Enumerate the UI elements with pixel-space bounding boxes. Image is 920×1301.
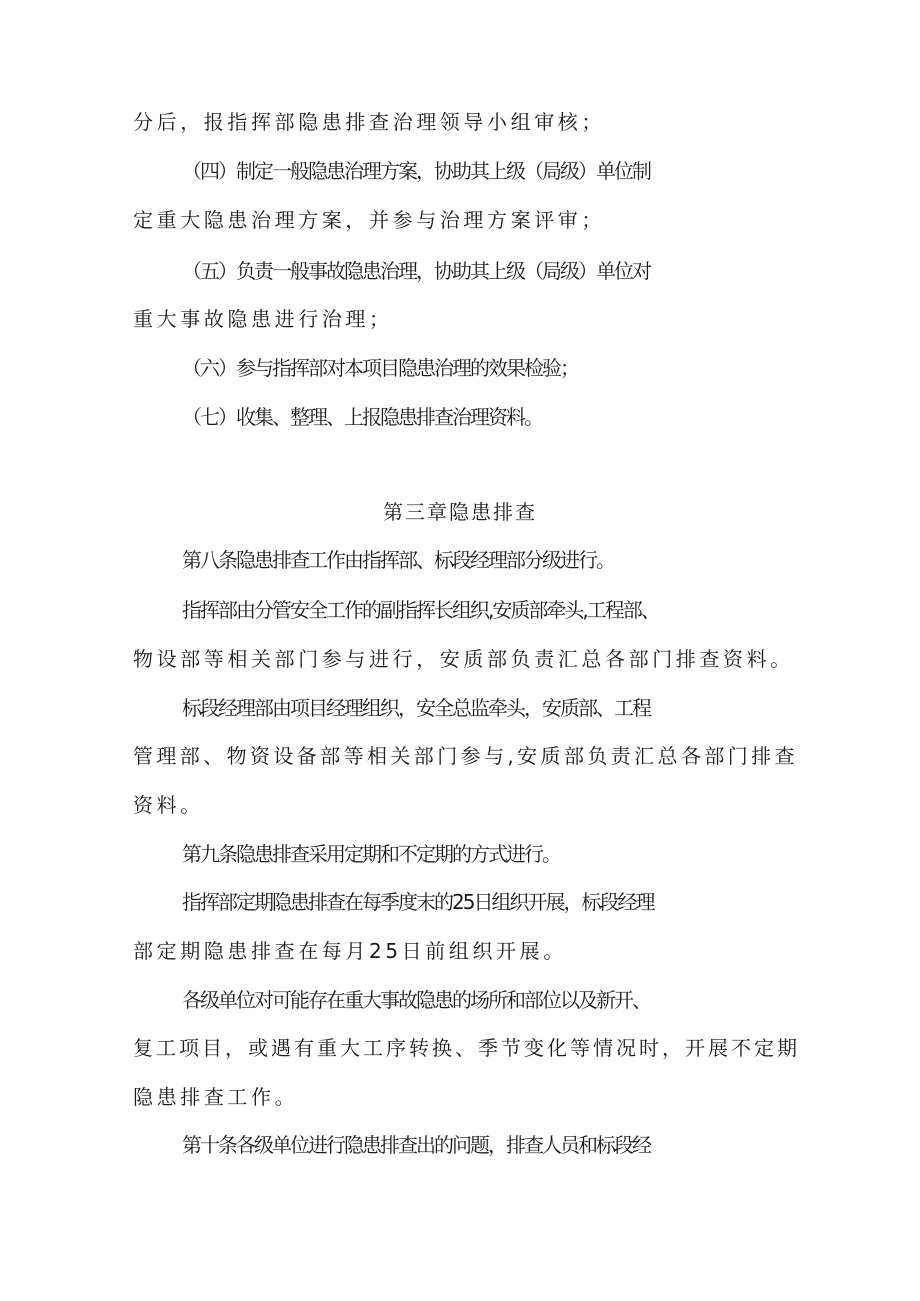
text-line: 分后，报指挥部隐患排查治理领导小组审核； (133, 110, 605, 134)
text-line: 定重大隐患治理方案，并参与治理方案评审； (133, 208, 605, 232)
text-line: 各级单位对可能存在重大事故隐患的场所和部位以及新开、 (182, 988, 650, 1012)
text-line: 指挥部定期隐患排查在每季度末的25日组织开展，标段经理 (182, 890, 654, 914)
text-line: （五）负责一般事故隐患治理，协助其上级（局级）单位对 (182, 259, 650, 283)
text-line: 物设部等相关部门参与进行，安质部负责汇总各部门排查资料。 (133, 647, 794, 671)
chapter-heading: 第三章隐患排查 (383, 500, 537, 524)
text-line: 复工项目，或遇有重大工序转换、季节变化等情况时，开展不定期 (133, 1036, 800, 1060)
text-line: 指挥部由分管安全工作的副指挥长组织,安质部牵头,工程部、 (182, 598, 659, 622)
text-line: （四）制定一般隐患治理方案，协助其上级（局级）单位制 (182, 159, 650, 183)
text-line: 部定期隐患排查在每月25日前组织开展。 (133, 939, 567, 963)
text-line: 第九条隐患排查采用定期和不定期的方式进行。 (182, 842, 560, 866)
text-line: 第八条隐患排查工作由指挥部、标段经理部分级进行。 (182, 548, 614, 572)
text-line: 标段经理部由项目经理组织，安全总监牵头，安质部、工程 (182, 696, 650, 720)
text-line: 第十条各级单位进行隐患排查出的问题，排查人员和标段经 (182, 1133, 650, 1157)
text-line: 隐患排查工作。 (133, 1085, 299, 1109)
text-line: （六）参与指挥部对本项目隐患治理的效果检验； (182, 356, 578, 380)
text-line: （七）收集、整理、上报隐患排查治理资料。 (182, 405, 542, 429)
text-line: 资料。 (133, 793, 204, 817)
text-line: 管理部、物资设备部等相关部门参与,安质部负责汇总各部门排查 (133, 744, 798, 768)
text-line: 重大事故隐患进行治理； (133, 307, 393, 331)
